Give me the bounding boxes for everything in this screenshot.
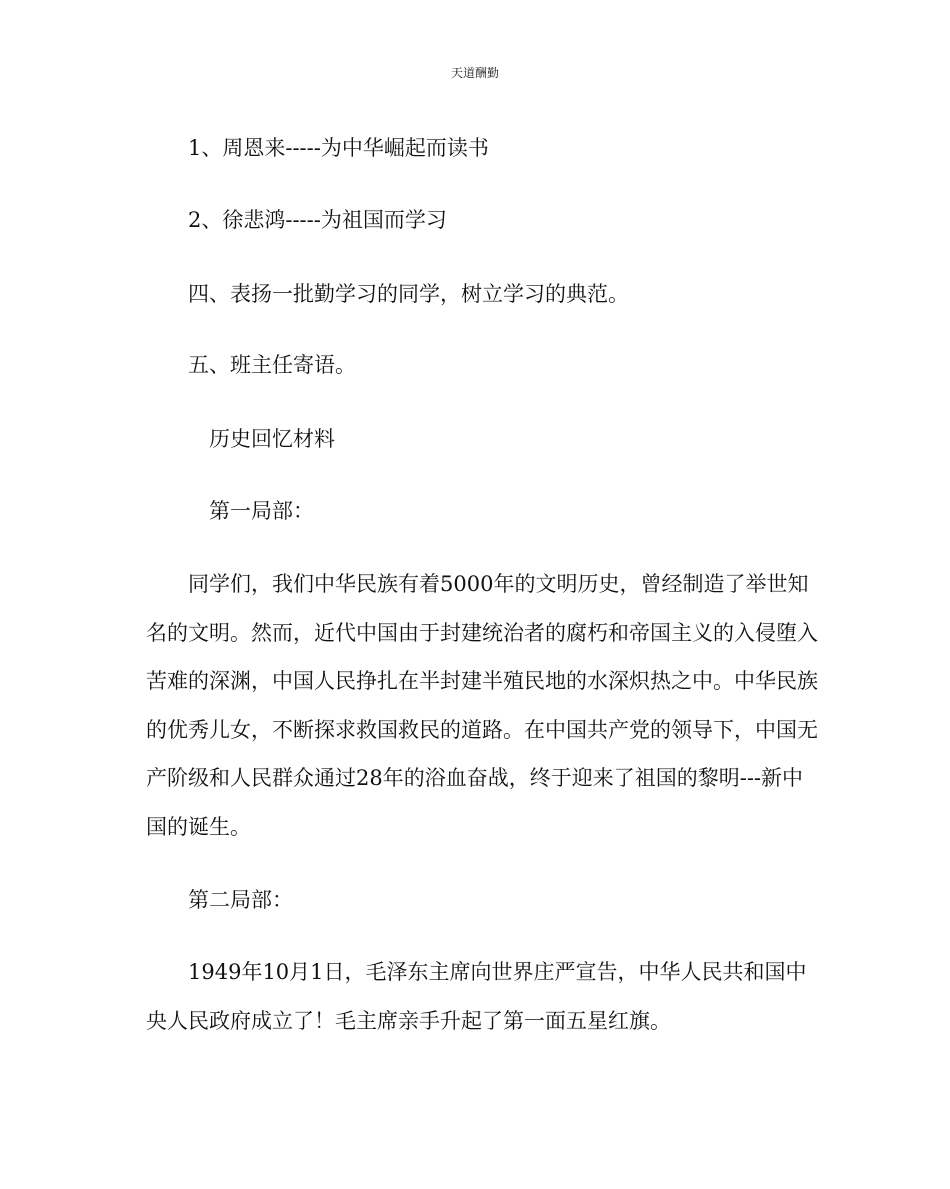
list-item-zhou-enlai: 1、周恩来-----为中华崛起而读书 [188,136,489,160]
part-two-heading: 第二局部： [188,888,293,912]
list-item-xu-beihong: 2、徐悲鸿-----为祖国而学习 [188,208,447,232]
section-four-heading: 四、表扬一批勤学习的同学，树立学习的典范。 [188,282,629,306]
part-one-paragraph: 同学们，我们中华民族有着5000年的文明历史，曾经制造了举世知名的文明。然而，近代中国由于封建统治者的腐朽和帝国主义的入侵堕入苦难的深渊，中国人民挣扎在半封建半殖民地的水深炽热之中。中华民族的优秀儿女，不断探求救国救民的道路。在中国共产党的领导下，中国无产阶级和人民群众通过28年的浴血奋战，终于迎来了祖国的黎明---新中国的诞生。 [146,572,818,839]
part-two-paragraph: 1949年10月1日，毛泽东主席向世界庄严宣告，中华人民共和国中央人民政府成立了！毛主席亲手升起了第一面五星红旗。 [146,960,807,1033]
page-header: 天道酬勤 [450,66,499,80]
section-five-heading: 五、班主任寄语。 [188,353,356,377]
history-material-title: 历史回忆材料 [209,427,335,451]
part-one-heading: 第一局部： [209,499,314,523]
